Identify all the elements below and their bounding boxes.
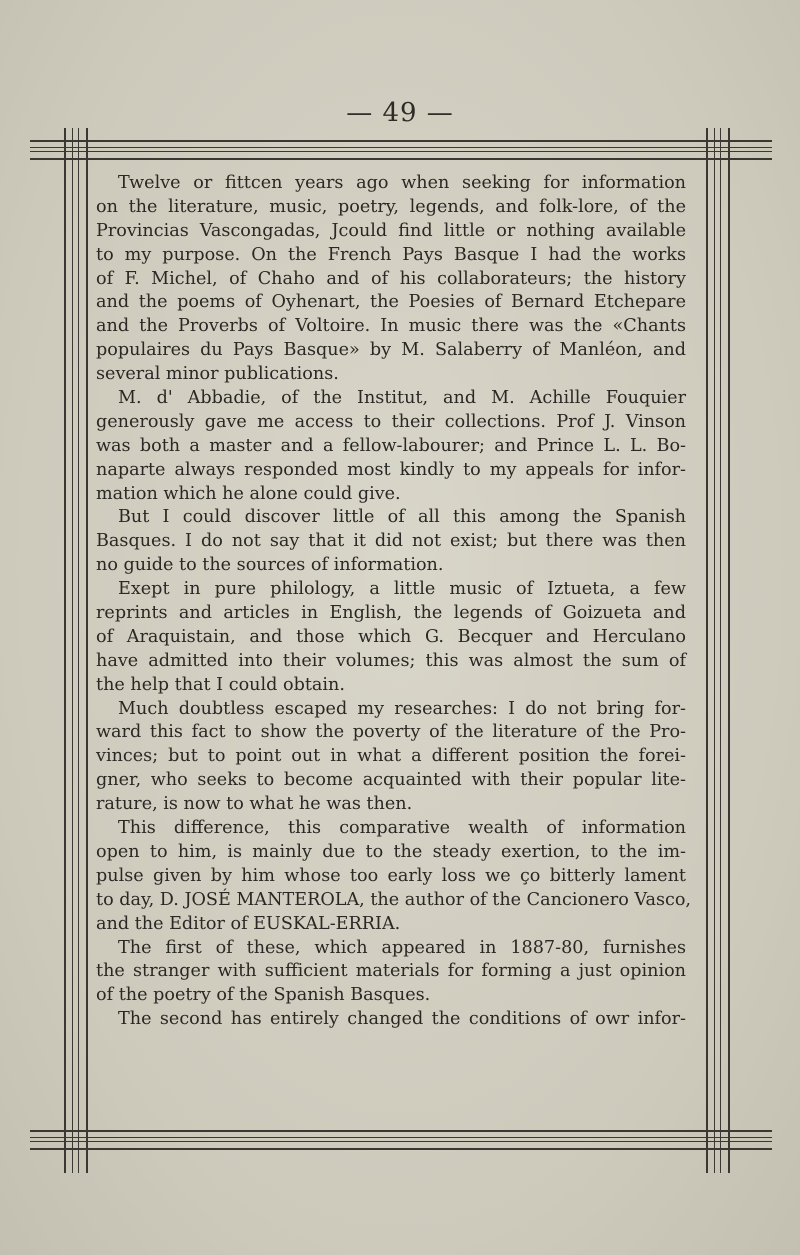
text-line: of F. Michel, of Chaho and of his collaborateurs; the history bbox=[96, 268, 686, 289]
text-line: This difference, this comparative wealth of information bbox=[118, 818, 686, 839]
text-line: mation which he alone could give. bbox=[96, 483, 401, 504]
text-line: and the Editor of EUSKAL-ERRIA. bbox=[96, 913, 401, 934]
text-line: generously gave me access to their collections. Prof J. Vinson bbox=[96, 411, 686, 432]
text-line: pulse given by him whose too early loss we ço bitterly lament bbox=[96, 865, 686, 886]
text-line: M. d' Abbadie, of the Institut, and M. Achille Fouquier bbox=[118, 388, 686, 409]
frame-rule bbox=[78, 128, 79, 1173]
frame-rule bbox=[706, 128, 708, 1173]
text-line: But I could discover little of all this among the Spanish bbox=[118, 507, 686, 528]
text-line: open to him, is mainly due to the steady exertion, to the im- bbox=[96, 841, 686, 862]
text-line: rature, is now to what he was then. bbox=[96, 794, 413, 815]
text-line: to day, D. JOSÉ MANTEROLA, the author of the Cancionero Vasco, bbox=[96, 889, 692, 910]
text-line: gner, who seeks to become acquainted with their popular lite- bbox=[96, 770, 686, 791]
frame-rule bbox=[714, 128, 715, 1173]
text-line: Much doubtless escaped my researches: I do not bring for- bbox=[118, 698, 686, 719]
text-line: Twelve or fittcen years ago when seeking for information bbox=[118, 173, 686, 193]
frame-rule bbox=[72, 128, 73, 1173]
frame-rule bbox=[86, 128, 88, 1173]
frame-rule bbox=[728, 128, 730, 1173]
text-line: reprints and articles in English, the legends of Goizueta and bbox=[96, 603, 686, 624]
text-line: populaires du Pays Basque» by M. Salaberry of Manléon, and bbox=[96, 340, 686, 361]
frame-rule bbox=[30, 158, 772, 160]
text-line: vinces; but to point out in what a different position the forei- bbox=[96, 746, 686, 767]
frame-rule bbox=[30, 151, 772, 152]
text-line: ward this fact to show the poverty of the literature of the Pro- bbox=[96, 722, 686, 743]
text-line: and the poems of Oyhenart, the Poesies of Bernard Etchepare bbox=[96, 292, 686, 313]
frame-rule bbox=[64, 128, 66, 1173]
text-line: on the literature, music, poetry, legends, and folk-lore, of the bbox=[96, 196, 686, 217]
text-line: The second has entirely changed the conditions of owr infor- bbox=[118, 1009, 686, 1030]
body-text bbox=[96, 172, 692, 1032]
text-line: naparte always responded most kindly to my appeals for infor- bbox=[96, 459, 686, 480]
text-line: of the poetry of the Spanish Basques. bbox=[96, 985, 431, 1006]
text-line: no guide to the sources of information. bbox=[96, 555, 444, 576]
text-line: Exept in pure philology, a little music of Iztueta, a few bbox=[118, 579, 686, 600]
text-line: have admitted into their volumes; this was almost the sum of bbox=[96, 650, 686, 671]
text-line: to my purpose. On the French Pays Basque I had the works bbox=[96, 244, 686, 265]
text-line: of Araquistain, and those which G. Becquer and Herculano bbox=[96, 626, 686, 647]
text-line: The first of these, which appeared in 1887-80, furnishes bbox=[118, 937, 686, 958]
text-line: Provincias Vascongadas, Jcould find little or nothing available bbox=[96, 220, 686, 241]
frame-rule bbox=[720, 128, 721, 1173]
text-line: was both a master and a fellow-labourer; and Prince L. L. Bo- bbox=[96, 435, 686, 456]
frame-rule bbox=[30, 1130, 772, 1132]
text-line: several minor publications. bbox=[96, 364, 339, 385]
frame-rule bbox=[30, 1137, 772, 1138]
text-line: the help that I could obtain. bbox=[96, 674, 345, 695]
text-line: and the Proverbs of Voltoire. In music there was the «Chants bbox=[96, 316, 686, 337]
page-number: — 49 — bbox=[346, 98, 454, 128]
frame-rule bbox=[30, 1148, 772, 1150]
text-line: Basques. I do not say that it did not exist; but there was then bbox=[96, 531, 686, 552]
frame-rule bbox=[30, 140, 772, 142]
text-line: the stranger with sufficient materials for forming a just opinion bbox=[96, 961, 686, 982]
frame-rule bbox=[30, 1141, 772, 1142]
frame-rule bbox=[30, 147, 772, 148]
